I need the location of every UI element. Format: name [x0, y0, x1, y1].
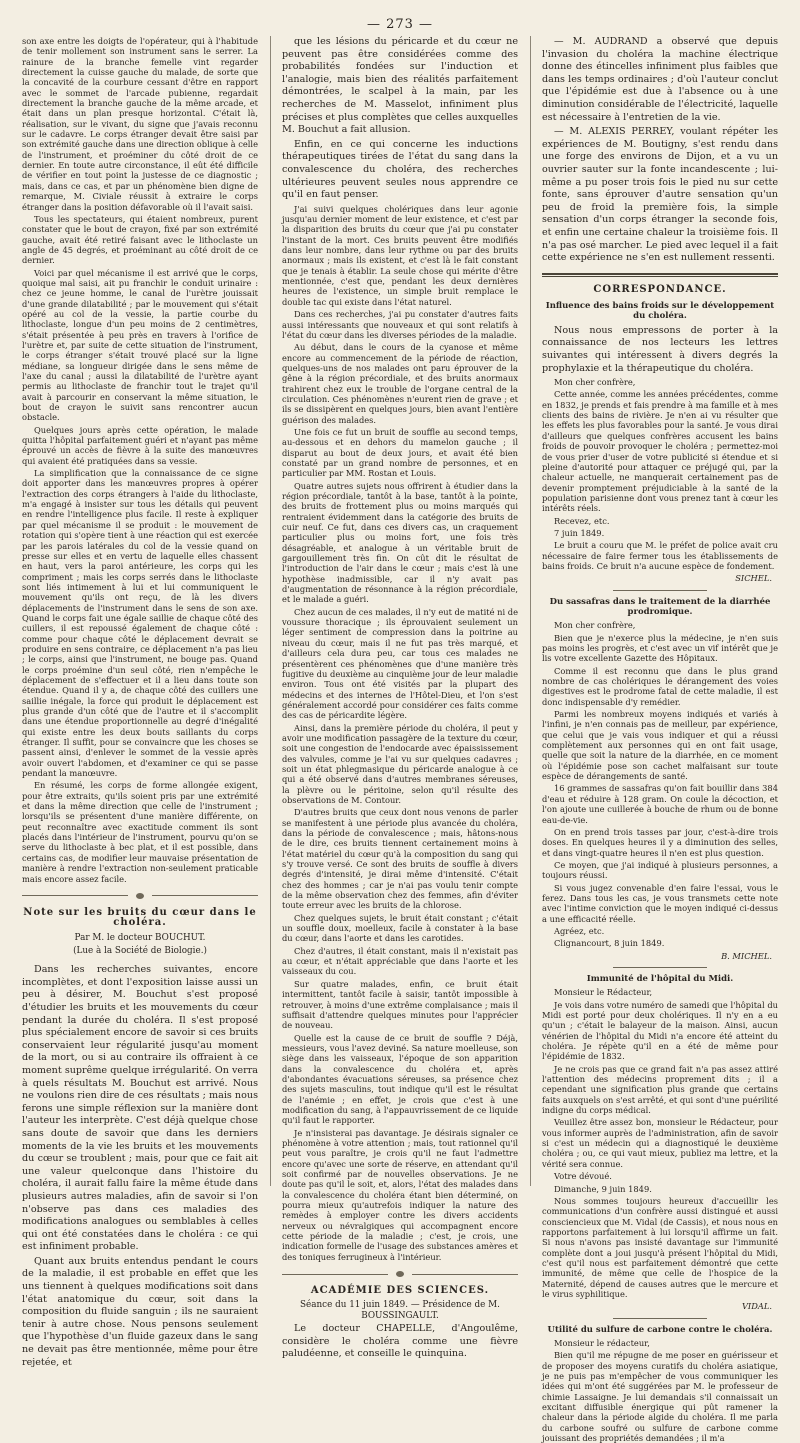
paragraph: Ainsi, dans la première période du choléra, il peut y avoir une modification passagère de la texture du cœur, soit une congestion de l'endocarde avec épaississement des valvules, comme je l'ai vu sur quelques cadavres ; soit un état phlegmasique du péricarde analogue à ce qui a été observé dans d'autres membranes séreuses, la plèvre ou le péritoine, selon qu'il résulte des observations de M. Contour. — [282, 722, 518, 805]
paragraph: Si vous jugez convenable d'en faire l'essai, vous le ferez. Dans tous les cas, je vous transmets cette note avec l'intime conviction que le moyen indiqué ci-dessus a une efficacité réelle. — [542, 882, 778, 924]
paragraph: Chez d'autres, il était constant, mais il n'existait pas au cœur, et n'était appréciable que dans l'aorte et les vaisseaux du cou. — [282, 945, 518, 977]
paragraph: que les lésions du péricarde et du cœur ne peuvent pas être considérées comme des probabilités fondées sur l'induction et l'analogie, mais bien des réalités parfaitement démontrées, le scalpel à la main, par les recherches de M. Masselot, infiniment plus précises et plus complètes que celles auxquelles M. Bouchut a fait allusion. — [282, 36, 518, 136]
paragraph: — M. ALEXIS PERREY, voulant répéter les expériences de M. Boutigny, s'est rendu dans une forge des environs de Dijon, et a vu un ouvrier sauter sur la fonte incandescente ; lui-même a pu poser trois fois le pied nu sur cette fonte, sans éprouver d'autre sensation qu'un peu de froid la première fois, la simple sensation d'un corps étranger la seconde fois, et enfin une certaine chaleur la troisième fois. Il n'a pas osé marcher. Le pied avec lequel il a fait cette expérience ne s'en est nullement ressenti. — [542, 126, 778, 264]
letter-signature: B. MICHEL. — [721, 950, 772, 961]
short-rule — [613, 967, 707, 968]
paragraph: Nous nous empressons de porter à la connaissance de nos lecteurs les lettres suivantes qui intéressent à divers degrés la prophylaxie et la thérapeutique du choléra. — [542, 324, 778, 374]
letter-salutation: Mon cher confrère, — [554, 620, 636, 631]
paragraph: Je n'insisterai pas davantage. Je désirais signaler ce phénomène à votre attention ; mais, tout rationnel qu'il peut vous paraître, je crois qu'il ne faut l'admettre encore qu'avec une sorte de réserve, en attendant qu'il soit confirmé par de nouvelles observations. Je ne doute pas qu'il le soit, et, alors, l'état des malades dans la convalescence du choléra étant bien déterminé, on pourra mieux qu'autrefois indiquer la nature des remèdes à employer contre les divers accidents nerveux ou névralgiques qui accompagnent encore cette période de la maladie ; c'est, je crois, une indication formelle de l'usage des substances amères et des toniques ferrugineux à l'intérieur. — [282, 1127, 518, 1262]
letter-title: Immunité de l'hôpital du Midi. — [586, 973, 734, 984]
divider-ornament — [388, 1271, 412, 1277]
paragraph: Le bruit a couru que M. le préfet de police avait cru nécessaire de faire fermer tous les établissements de bains froids. Ce bruit n'a aucune espèce de fondement. — [542, 540, 778, 571]
right-column — [530, 36, 778, 1443]
paragraph: Quatre autres sujets nous offrirent à étudier dans la région précordiale, tantôt à la base, tantôt à la pointe, des bruits de frottement plus ou moins marqués qui rentraient évidemment dans la catégorie des bruits de cuir neuf. Ce fut, dans ces divers cas, un craquement particulier plus ou moins fort, une fois très désagréable, et analogue à un véritable bruit de gargouillement très fin. On cût dit le résultat de l'introduction de l'air dans le cœur ; mais c'est là une hypothèse inadmissible, car il n'y avait pas d'augmentation de résonnance à la région précordiale, et le malade a guéri. — [282, 480, 518, 605]
paragraph: — M. AUDRAND a observé que depuis l'invasion du choléra la machine électrique donne des étincelles infiniment plus faibles que dans les temps ordinaires ; d'où l'auteur conclut que l'épidémie est due à l'absence ou à une diminution considérable de l'électricité, laquelle est nécessaire à l'entretien de la vie. — [542, 36, 778, 123]
article-heading: Note sur les bruits du cœur dans le choléra. — [23, 906, 257, 929]
paragraph: Dimanche, 9 juin 1849. — [554, 1183, 652, 1194]
paragraph: 16 grammes de sassafras qu'on fait bouillir dans 384 d'eau et réduire à 128 gram. On coule la décoction, et l'on ajoute une cuillerée à bouche de rhum ou de bonne eau-de-vie. — [542, 783, 778, 825]
paragraph: Je vois dans votre numéro de samedi que l'hôpital du Midi est porté pour deux cholériques. Il n'y en a eu qu'un ; c'était le balayeur de la maison. Ainsi, aucun vénérien de l'hôpital du Midi n'a encore été atteint du choléra. Je répète qu'il en a été de même pour l'épidémie de 1832. — [542, 999, 778, 1062]
paragraph: 7 juin 1849. — [554, 527, 605, 538]
divider-ornament — [128, 893, 152, 899]
divider-line — [282, 1274, 388, 1275]
paragraph: Chez aucun de ces malades, il n'y eut de matité ni de voussure thoracique ; ils éprouvaient seulement un léger sentiment de compression dans la poitrine au niveau du cœur, mais il ne fut pas très marqué, et d'ailleurs cela dura peu, car tous ces malades ne présentèrent ces phénomènes que d'une manière très fugitive du deuxième au cinquième jour de leur maladie environ. Tous ont été visités par la plupart des médecins et des internes de l'Hôtel-Dieu, et l'on s'est généralement accordé pour considérer ces faits comme des cas de péricardite légère. — [282, 606, 518, 721]
paragraph: Enfin, en ce qui concerne les inductions thérapeutiques tirées de l'état du sang dans la convalescence du choléra, des recherches ultérieures peuvent seules nous apprendre ce qu'il en faut penser. — [282, 138, 518, 201]
letter-signature: SICHEL. — [735, 573, 772, 584]
letter-title: Utilité du sulfure de carbone contre le choléra. — [547, 1324, 773, 1335]
paragraph: Au début, dans le cours de la cyanose et même encore au commencement de la période de réaction, quelques-uns de nos malades ont paru éprouver de la gêne à la région précordiale, et des bruits anormaux trahirent chez eux le trouble de l'organe central de la circulation. Ces phénomènes n'eurent rien de grave ; et ils se dissipèrent en quelques jours, bien avant l'entière guérison des malades. — [282, 342, 518, 425]
article-note: (Lue à la Société de Biologie.) — [73, 945, 207, 956]
letter-salutation: Monsieur le rédacteur, — [554, 1337, 650, 1348]
paragraph: Nous sommes toujours heureux d'accueillir les communications d'un confrère aussi distingué et aussi consciencieux que M. Vidal (de Cassis), et nous nous en rapportons parfaitement à lui lorsqu'il affirme un fait. Si nous n'avons pas insisté davantage sur l'immunité complète dont a joui jusqu'à présent l'hôpital du Midi, c'est qu'il nous est parfaitement démontré que cette immunité, de même que celle de l'hospice de la Maternité, dépend de causes autres que le mercure et le virus syphilitique. — [542, 1195, 778, 1299]
short-rule — [613, 590, 707, 591]
paragraph: Bien qu'il me répugne de me poser en guérisseur et de proposer des moyens curatifs du choléra asiatique, je ne puis pas m'empêcher de vous communiquer les idées qui m'ont été suggérées par M. le professeur de chimie Lassaigne. Je lui demandais s'il connaissait un excitant diffusible énergique qui pût ramener la chaleur dans la période algide du choléra. Il me parla du carbone soufré ou sulfure de carbone comme jouissant des propriétés demandées ; il m'a — [542, 1350, 778, 1443]
paragraph: Quant aux bruits entendus pendant le cours de la maladie, il est probable en effet que les uns tiennent à quelques modifications soit dans l'état anatomique du cœur, soit dans la composition du fluide sanguin ; ils ne sauraient tenir à autre chose. Nous pensons seulement que l'hypothèse d'un fluide gazeux dans le sang ne devait pas être mentionnée, même pour être rejetée, et — [22, 1255, 258, 1368]
paragraph: On en prend trois tasses par jour, c'est-à-dire trois doses. En quelques heures il y a diminution des selles, et dans vingt-quatre heures il n'en est plus question. — [542, 826, 778, 858]
paragraph: Chez quelques sujets, le bruit était constant ; c'était un souffle doux, moelleux, facile à constater à la base du cœur, dans l'aorte et dans les carotides. — [282, 912, 518, 944]
paragraph: Sur quatre malades, enfin, ce bruit était intermittent, tantôt facile à saisir, tantôt impossible à retrouver, à moins d'une extrême complaisance ; mais il suffisait d'attendre quelques minutes pour l'apprécier de nouveau. — [282, 978, 518, 1031]
paragraph: Votre dévoué. — [554, 1171, 612, 1182]
paragraph: Le docteur CHAPELLE, d'Angoulême, considère le choléra comme une fièvre paludéenne, et conseille le quinquina. — [282, 1323, 518, 1360]
paragraph: Dans ces recherches, j'ai pu constater d'autres faits aussi intéressants que nouveaux et qui sont relatifs à l'état du cœur dans les diverses périodes de la maladie. — [282, 309, 518, 340]
letter-signature: VIDAL. — [741, 1301, 772, 1312]
letter-title: Influence des bains froids sur le développement du choléra. — [545, 301, 775, 322]
paragraph: Parmi les nombreux moyens indiqués et variés à l'infini, je n'en connais pas de meilleur, par expérience, que celui que je vais vous indiquer et qui a réussi complètement aux personnes qui en ont fait usage, quelle que soit la nature de la diarrhée, en ce moment où l'épidémie pose son cachet malfaisant sur toute espèce de dérangements de santé. — [542, 709, 778, 782]
section-heading: CORRESPONDANCE. — [593, 283, 727, 295]
section-divider — [22, 892, 258, 900]
paragraph: Dans les recherches suivantes, encore incomplètes, et dont l'exposition laisse aussi un peu à désirer, M. Bouchut s'est proposé d'étudier les bruits et les mouvements du cœur pendant la durée du choléra. Il s'est proposé plus spécialement encore de savoir si ces bruits conservaient leur régularité jusqu'au moment de la mort, ou si au contraire ils offraient à ce moment suprême quelque irrégularité. On verra à quels résultats M. Bouchut est arrivé. Nous ne voulons rien dire de ces résultats ; mais nous ferons une simple réflexion sur la manière dont l'auteur les interprète. C'est déjà quelque chose sans doute de savoir que dans les derniers moments de la vie les bruits et les mouvements du cœur se troublent ; mais, pour que ce fait ait une valeur quelconque dans l'histoire du choléra, il aurait fallu faire la même étude dans plusieurs autres maladies, afin de savoir si l'on n'observe pas dans ces maladies des modifications analogues ou semblables à celles qui ont été constatées dans le choléra : ce qui est infiniment probable. — [22, 964, 258, 1253]
paragraph: son axe entre les doigts de l'opérateur, qui à l'habitude de tenir mollement son instrument sans le serrer. La rainure de la branche femelle vint regarder directement la cuisse gauche du malade, de sorte que la concavité de la courbure cessant d'être en rapport avec le sommet de l'arcade pubienne, regardait directement la branche gauche de la même arcade, et était dans un plan presque horizontal. C'était là, réalisation, sur le vivant, du signe que j'avais reconnu sur le cadavre. Le corps étranger devait être saisi par son extrémité gauche dans une direction oblique à celle de l'instrument, et proéminer du côté droit de ce dernier. En toute autre circonstance, il eût été difficile de vérifier en tout point la justesse de ce diagnostic ; mais, dans ce cas, et par un phénomène bien digne de remarque, M. Civiale réussit à extraire le corps étranger dans la position défavorable où il l'avait saisi. — [22, 36, 258, 212]
paragraph: Bien que je n'exerce plus la médecine, je n'en suis pas moins les progrès, et c'est avec un vif intérêt que je lis votre excellente Gazette des Hôpitaux. — [542, 632, 778, 664]
session-line: Séance du 11 juin 1849. — Présidence de M. BOUSSINGAULT. — [300, 1300, 500, 1321]
paragraph: Cette année, comme les années précédentes, comme en 1832, je prends et fais prendre à ma famille et à mes clients des bains de rivière. Je n'en ai vu résulter que les effets les plus favorables pour la santé. Je vous dirai d'ailleurs que quelques confrères accusent les bains froids de pouvoir provoquer le choléra ; permettez-moi de vous prier d'user de votre publicité si étendue et si pleine d'autorité pour attaquer ce préjugé qui, par la chaleur actuelle, ne manquerait certainement pas de devenir promptement préjudiciable à la santé de la population parisienne dont vous prenez tant à cœur les intérêts réels. — [542, 389, 778, 514]
paragraph: La simplification que la connaissance de ce signe doit apporter dans les manœuvres propres à opérer l'extraction des corps étrangers à l'aide du lithoclaste, m'a engagé à insister sur tous les détails qui peuvent en rendre l'intelligence plus facile. Il reste à expliquer par quel mécanisme il se produit : le mouvement de rotation qui s'opère tient à une réaction qui est exercée par les parois latérales du col de la vessie quand on presse sur elles et en vertu de laquelle elles chassent en haut, vers la paroi antérieure, les corps qui les compriment ; mais les corps serrés dans le lithoclaste sont liés intimement à lui et lui communiquent le mouvement qu'ils ont reçu, de là les divers déplacements de l'instrument dans le sens de son axe. Quand le corps fait une égale saillie de chaque côté des cuillers, il est repoussé également de chaque côté : comme pour chaque côté le déplacement devrait se produire en sens contraire, ce déplacement n'a pas lieu ; le corps, ainsi que l'instrument, ne bouge pas. Quand le corps proémine d'un seul côté, rien n'empêche le déplacement de s'effectuer et il a lieu dans toute son étendue. Quand il y a, de chaque côté des cuillers une saillie inégale, la force qui produit le déplacement est plus grande d'un côté que de l'autre et il s'accomplit dans une étendue proportionnelle au degré d'inégalité qui existe entre les deux bouts saillants du corps étranger. Il suffit, pour se convaincre que les choses se passent ainsi, d'enlever le sommet de la vessie après avoir ouvert l'abdomen, et d'examiner ce qui se passe pendant la manœuvre. — [22, 468, 258, 779]
paragraph: Je ne crois pas que ce grand fait n'a pas assez attiré l'attention des médecins proprement dits ; il a cependant une signification plus grande que certains faits auxquels on s'est arrêté, et qui sont d'une puérilité indigne du corps médical. — [542, 1063, 778, 1116]
paragraph: Tous les spectateurs, qui étaient nombreux, purent constater que le bout de crayon, fixé par son extrémité gauche, avait été retiré faisant avec le lithoclaste un angle de 45 degrés, et proéminant au côté droit de ce dernier. — [22, 213, 258, 266]
divider-line — [22, 895, 128, 896]
letter-title: Du sassafras dans le traitement de la diarrhée prodromique. — [549, 596, 771, 617]
columns — [22, 36, 778, 1443]
paragraph: Quelques jours après cette opération, le malade quitta l'hôpital parfaitement guéri et n'ayant pas même éprouvé un accès de fièvre à la suite des manœuvres qui avaient été pratiquées dans sa vessie. — [22, 424, 258, 466]
paragraph: Veuillez être assez bon, monsieur le Rédacteur, pour vous informer auprès de l'administration, afin de savoir si c'est un médecin qui a diagnostiqué le deuxième choléra ; ou, ce qui vaut mieux, publiez ma lettre, et la vérité sera connue. — [542, 1117, 778, 1169]
letter-salutation: Monsieur le Rédacteur, — [554, 987, 653, 998]
paragraph: Quelle est la cause de ce bruit de souffle ? Déjà, messieurs, vous l'avez deviné. Sa nature moelleuse, son siège dans les vaisseaux, l'époque de son apparition dans la convalescence du choléra et, après d'abondantes évacuations séreuses, sa présence chez des sujets masculins, tout indique qu'il est le résultat de l'anémie ; en effet, je crois que c'est à une modification du sang, à l'appauvrissement de ce liquide qu'il faut le rapporter. — [282, 1032, 518, 1126]
middle-column — [270, 36, 518, 1360]
double-rule — [542, 273, 778, 277]
left-column — [22, 36, 258, 1368]
paragraph: D'autres bruits que ceux dont nous venons de parler se manifestent à une période plus avancée du choléra, dans la période de convalescence ; mais, hâtons-nous de le dire, ces bruits tiennent certainement moins à l'état matériel du cœur qu'à la composition du sang qui s'y trouve versé. Ce sont des bruits de souffle à divers degrés d'intensité, je dirai même d'intensité. C'était chez des hommes ; car je n'ai pas voulu tenir compte de la même observation chez des femmes, afin d'éviter toute erreur avec les bruits de la chlorose. — [282, 807, 518, 911]
paragraph: Comme il est reconnu que dans le plus grand nombre de cas cholériques le dérangement des voies digestives est le prodrome fatal de cette maladie, il est donc indispensable d'y remédier. — [542, 665, 778, 707]
divider-line — [152, 895, 258, 896]
paragraph: Clignancourt, 8 juin 1849. — [554, 938, 665, 949]
divider-line — [412, 1274, 518, 1275]
section-divider — [282, 1270, 518, 1278]
paragraph: Une fois ce fut un bruit de souffle au second temps, au-dessous et en dehors du mamelon gauche ; il disparut au bout de deux jours, et avait été bien constaté par un grand nombre de personnes, et en particulier par MM. Rostan et Louis. — [282, 426, 518, 479]
paragraph: Ce moyen, que j'ai indiqué à plusieurs personnes, a toujours réussi. — [542, 859, 778, 881]
paragraph: Agréez, etc. — [554, 925, 605, 936]
paragraph: Recevez, etc. — [554, 515, 610, 526]
page-number: — 273 — — [366, 17, 434, 32]
paragraph: En résumé, les corps de forme allongée exigent, pour être extraits, qu'ils soient pris par une extrémité et dans la même direction que celle de l'instrument ; lorsqu'ils se présentent d'une manière différente, on peut reconnaître avec exactitude comment ils sont placés dans l'intérieur de l'instrument, pourvu qu'on se serve du lithoclaste à bec plat, et il est possible, dans certains cas, de modifier leur mauvaise présentation de manière à rendre l'extraction non-seulement praticable mais encore assez facile. — [22, 780, 258, 884]
paragraph: J'ai suivi quelques cholériques dans leur agonie jusqu'au dernier moment de leur existence, et c'est par la disparition des bruits du cœur que j'ai pu constater l'instant de la mort. Ces bruits peuvent être modifiés dans leur nombre, dans leur rythme ou par des bruits anormaux ; mais ils existent, et c'est là le fait constant que je tenais à établir. La seule chose qui mérite d'être mentionnée, c'est que, pendant les deux dernières heures de l'existence, un simple bruit remplace le double tac qui existe dans l'état naturel. — [282, 203, 518, 307]
paragraph: Voici par quel mécanisme il est arrivé que le corps, quoique mal saisi, ait pu franchir le conduit urinaire : chez ce jeune homme, le canal de l'urètre jouissait d'une grande dilatabilité ; par le mouvement qui s'était opéré au col de la vessie, la partie courbe du lithoclaste, longue d'un peu moins de 2 centimètres, s'était présentée à peu près en travers à l'orifice de l'urètre et, par suite de cette situation de l'instrument, le corps étranger s'était trouvé placé sur la ligne médiane, sa longueur dirigée dans le sens même de l'axe du canal ; aussi la dilatabilité de l'urètre ayant permis au lithoclaste de franchir tout le trajet qu'il avait à parcourir en conservant la même situation, le bout de crayon le suivit sans rencontrer aucun obstacle. — [22, 267, 258, 423]
section-heading: ACADÉMIE DES SCIENCES. — [310, 1285, 490, 1297]
article-byline: Par M. le docteur BOUCHUT. — [74, 932, 206, 943]
short-rule — [613, 1318, 707, 1319]
letter-salutation: Mon cher confrère, — [554, 377, 636, 388]
